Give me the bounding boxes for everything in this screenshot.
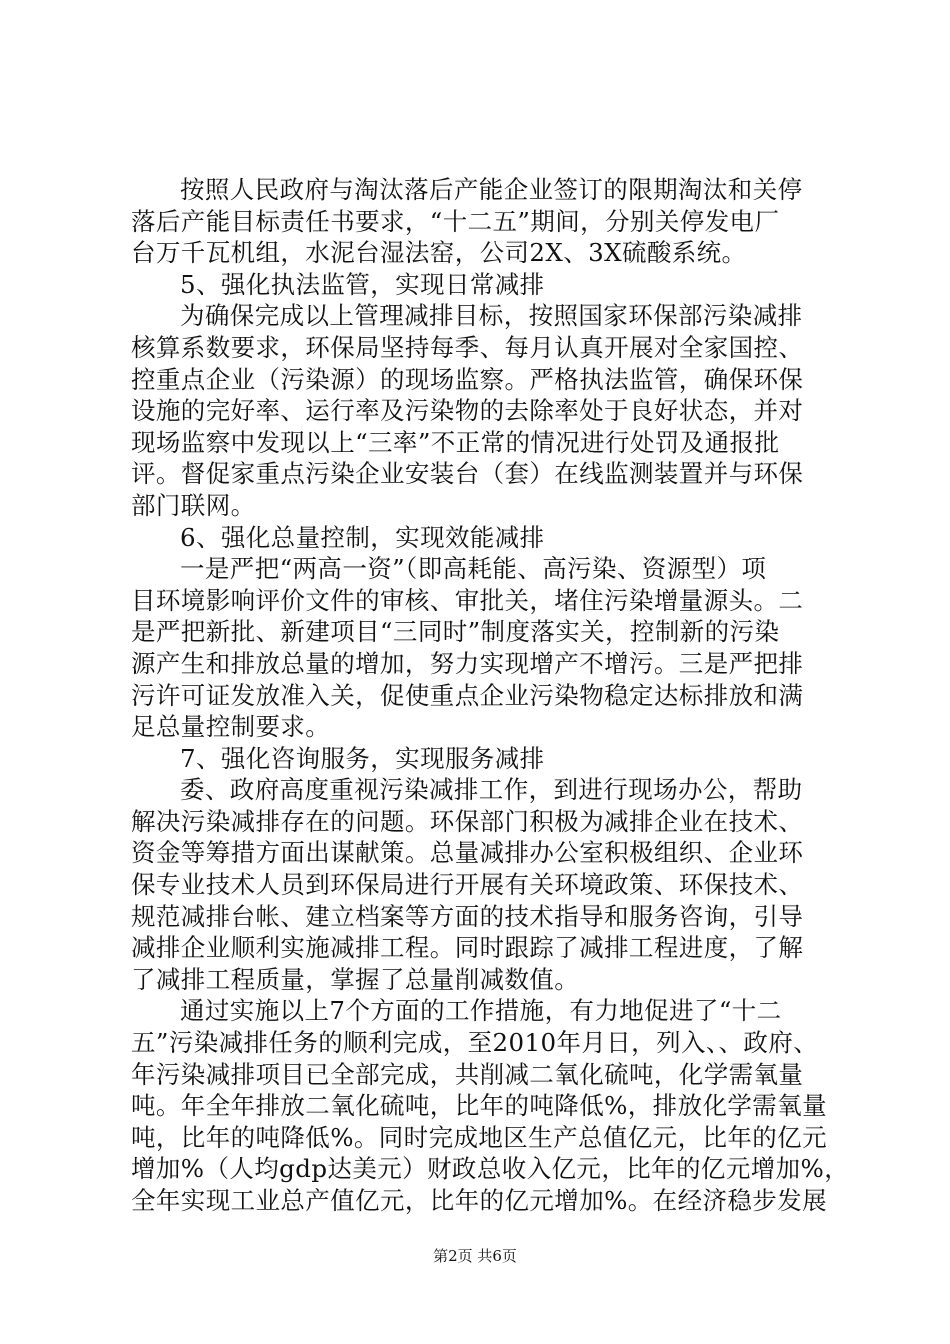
paragraph-line: 源产生和排放总量的增加，努力实现增产不增污。三是严把排 xyxy=(131,648,804,678)
paragraph-line: 是严把新批、新建项目“三同时”制度落实关，控制新的污染 xyxy=(131,617,780,647)
paragraph-line: 解决污染减排存在的问题。环保部门积极为减排企业在技术、 xyxy=(131,806,804,836)
paragraph-line: 全年实现工业总产值亿元，比年的亿元增加%。在经济稳步发展 xyxy=(131,1186,827,1215)
paragraph-line: 核算系数要求，环保局坚持每季、每月认真开展对全家国控、 xyxy=(131,332,804,362)
document-body xyxy=(131,174,850,1217)
paragraph-line: 评。督促家重点污染企业安装台（套）在线监测装置并与环保 xyxy=(131,459,804,489)
paragraph-line: 污许可证发放准入关，促使重点企业污染物稳定达标排放和满 xyxy=(131,680,804,710)
paragraph-line: 现场监察中发现以上“三率”不正常的情况进行处罚及通报批 xyxy=(131,427,780,457)
paragraph-line: 台万千瓦机组，水泥台湿法窑，公司2X、3X硫酸系统。 xyxy=(131,238,747,268)
paragraph-line: 足总量控制要求。 xyxy=(131,712,331,742)
paragraph-line: 了减排工程质量，掌握了总量削减数值。 xyxy=(131,964,580,994)
paragraph-line: 委、政府高度重视污染减排工作，到进行现场办公，帮助 xyxy=(180,775,803,805)
paragraph-line: 目环境影响评价文件的审核、审批关，堵住污染增量源头。二 xyxy=(131,585,804,615)
section-heading: 5、强化执法监管，实现日常减排 xyxy=(180,269,545,299)
paragraph-line: 减排企业顺利实施减排工程。同时跟踪了减排工程进度，了解 xyxy=(131,933,804,963)
paragraph-line: 按照人民政府与淘汰落后产能企业签订的限期淘汰和关停 xyxy=(180,175,803,204)
paragraph-line: 通过实施以上7个方面的工作措施，有力地促进了“十二 xyxy=(180,996,782,1026)
paragraph-line: 部门联网。 xyxy=(131,490,256,520)
paragraph-line: 为确保完成以上管理减排目标，按照国家环保部污染减排 xyxy=(180,301,803,331)
paragraph-line: 资金等筹措方面出谋献策。总量减排办公室积极组织、企业环 xyxy=(131,838,804,868)
paragraph-line: 一是严把“两高一资”（即高耗能、高污染、资源型）项 xyxy=(180,554,767,584)
page-number-footer: 第2页 共6页 xyxy=(433,1247,517,1265)
section-heading: 7、强化咨询服务，实现服务减排 xyxy=(180,743,545,773)
paragraph-line: 设施的完好率、运行率及污染物的去除率处于良好状态，并对 xyxy=(131,396,804,426)
paragraph-line: 吨，比年的吨降低%。同时完成地区生产总值亿元，比年的亿元 xyxy=(131,1122,827,1152)
paragraph-line: 五”污染减排任务的顺利完成，至2010年月日，列入、、政府、 xyxy=(131,1028,819,1058)
paragraph-line: 年污染减排项目已全部完成，共削减二氧化硫吨，化学需氧量 xyxy=(131,1059,804,1089)
paragraph-line: 吨。年全年排放二氧化硫吨，比年的吨降低%，排放化学需氧量 xyxy=(131,1091,827,1121)
paragraph-line: 规范减排台帐、建立档案等方面的技术指导和服务咨询，引导 xyxy=(131,901,804,931)
paragraph-line: 增加%（人均gdp达美元）财政总收入亿元，比年的亿元增加%， xyxy=(131,1154,850,1184)
paragraph-line: 保专业技术人员到环保局进行开展有关环境政策、环保技术、 xyxy=(131,870,804,900)
paragraph-line: 落后产能目标责任书要求，“十二五”期间，分别关停发电厂 xyxy=(131,206,780,236)
paragraph-line: 控重点企业（污染源）的现场监察。严格执法监管，确保环保 xyxy=(131,364,804,394)
section-heading: 6、强化总量控制，实现效能减排 xyxy=(180,522,545,552)
